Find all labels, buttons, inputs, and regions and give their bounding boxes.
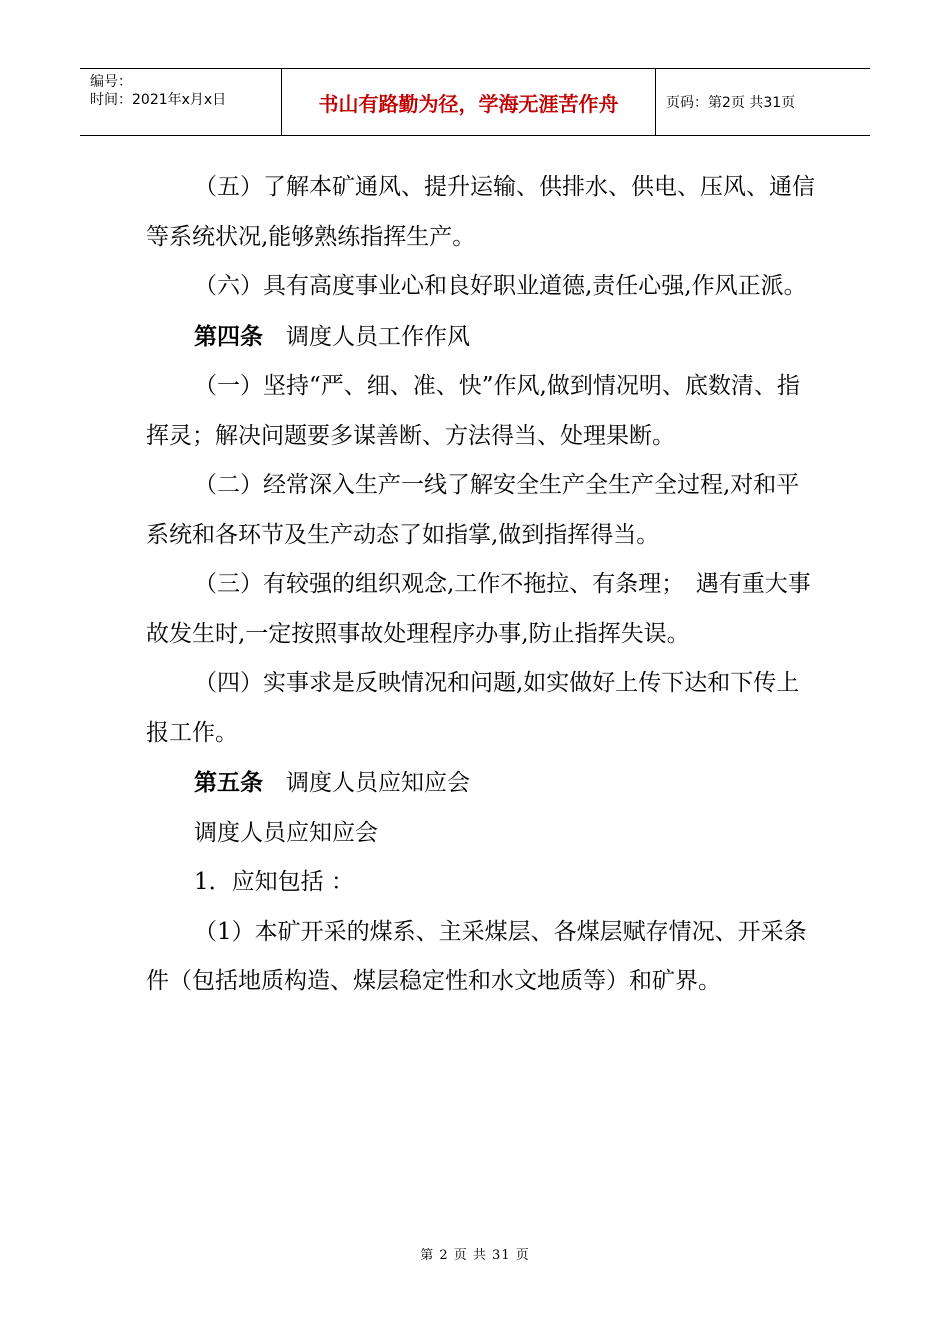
paragraph: （1）本矿开采的煤系、主采煤层、各煤层赋存情况、开采条件（包括地质构造、煤层稳定性和水文地质等）和矿界。 xyxy=(146,918,807,994)
paragraph: （三）有较强的组织观念,工作不拖拉、有条理； 遇有重大事故发生时,一定按照事故处理程序办事,防止指挥失误。 xyxy=(146,571,811,647)
paragraph: 1．应知包括 ： xyxy=(194,869,354,895)
article-number: 第四条 xyxy=(194,322,263,350)
header-page-info: 页码：第2页 共31页 xyxy=(666,95,796,111)
document-body xyxy=(146,163,816,1007)
page-footer: 第 2 页 共 31 页 xyxy=(420,1248,530,1263)
header-meta xyxy=(80,69,282,135)
article-number: 第五条 xyxy=(194,769,263,796)
article-heading xyxy=(146,312,816,363)
article-heading xyxy=(146,758,816,809)
paragraph: （五）了解本矿通风、提升运输、供排水、供电、压风、通信等系统状况,能够熟练指挥生产。 xyxy=(146,174,815,250)
time-label: 时间：2021年x月x日 xyxy=(90,92,227,108)
paragraph: （六）具有高度事业心和良好职业道德,责任心强,作风正派。 xyxy=(194,273,807,299)
number-label: 编号： xyxy=(90,74,132,90)
paragraph: （一）坚持“严、细、准、快”作风,做到情况明、底数清、指挥灵；解决问题要多谋善断、方法得当、处理果断。 xyxy=(146,373,800,449)
page-header xyxy=(80,68,870,136)
article-title: 调度人员工作作风 xyxy=(263,323,470,350)
paragraph: （四）实事求是反映情况和问题,如实做好上传下达和下传上报工作。 xyxy=(146,670,800,746)
paragraph: 调度人员应知应会 xyxy=(194,819,378,846)
paragraph: （二）经常深入生产一线了解安全生产全生产全过程,对和平系统和各环节及生产动态了如指掌,做到指挥得当。 xyxy=(146,472,800,548)
header-motto: 书山有路勤为径，学海无涯苦作舟 xyxy=(282,69,656,135)
article-title: 调度人员应知应会 xyxy=(263,770,470,796)
